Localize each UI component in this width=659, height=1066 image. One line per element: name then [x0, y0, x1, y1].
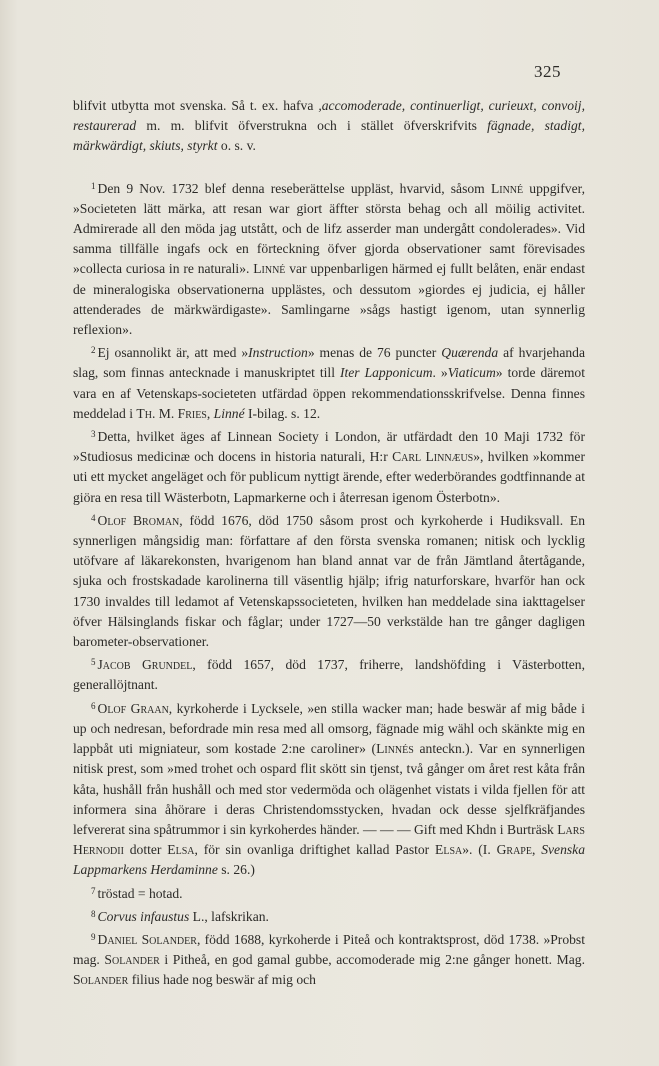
footnote-number: 9 — [91, 931, 96, 942]
footnote-4 — [73, 508, 585, 652]
italic-run: Iter Lapponicum — [339, 365, 433, 381]
person-name: Lars Hernodii — [73, 821, 585, 858]
person-name: Daniel Solander — [97, 931, 197, 947]
text-run: » menas de 76 puncter — [307, 345, 442, 361]
person-name: Linnés — [376, 741, 414, 757]
italic-run: Quærenda — [441, 345, 499, 361]
text-run: Detta, hvilket äges af Linnean Society i London, är utfärdadt den 10 Maji 1732 för »Studiosus medicinæ och docens in historia naturali, H:r — [73, 429, 585, 465]
footnote-number: 4 — [91, 512, 96, 523]
text-run: i Pitheå, en god gamal gubbe, accomoderade mig 2:ne gånger honett. Mag. — [159, 952, 585, 968]
footnote-5 — [73, 652, 585, 695]
text-run: blifvit utbytta mot svenska. Så t. ex. hafva — [73, 98, 319, 113]
main-paragraph — [73, 96, 585, 157]
footnote-3 — [73, 424, 585, 508]
person-name: Linné — [490, 180, 524, 196]
footnote-number: 2 — [91, 345, 96, 356]
text-run: , född 1657, död 1737, friherre, landshöfding i Västerbotten, generallöjtnant. — [73, 657, 585, 693]
italic-run: Viaticum — [447, 365, 496, 381]
text-run: Ej osannolikt är, att med » — [97, 345, 249, 361]
text-run: , — [531, 842, 542, 858]
footnote-number: 5 — [91, 657, 96, 668]
person-name: Jacob Grundel — [97, 657, 193, 673]
text-run: » torde däremot vara en af Vetenskaps-societeten utfärdad öppen rekommendationsskrifvelse. Denna finnes meddelad i — [73, 365, 586, 421]
text-run: , för sin ovanliga driftighet kallad Pastor — [194, 842, 436, 858]
text-run: ». (I. — [462, 842, 497, 858]
person-name: Elsa — [435, 842, 463, 858]
text-run: tröstad = hotad. — [97, 885, 183, 901]
text-run: . » — [432, 365, 448, 381]
footnote-1 — [73, 176, 585, 341]
text-run: uppgifver, »Societeten lätt märka, att resan war giort äffter största behag och all möilig activitet. Admirerade all den möda jag utstått, och de lifz asserder man undergått condolerades». Vid samma tillfälle ingafs ock en förteckning öfver gjorda observationer samt förevisades »collecta curiosa in re naturali». — [73, 180, 586, 277]
text-run: I-bilag. s. 12. — [244, 405, 321, 421]
text-run: m. m. blifvit öfverstrukna och i stället öfverskrifvits — [136, 118, 488, 134]
footnote-9 — [73, 927, 585, 991]
footnote-number: 7 — [91, 885, 96, 896]
text-run: filius hade nog beswär af mig och — [128, 972, 316, 988]
text-run: , född 1688, kyrkoherde i Piteå och kontraktsprost, död 1738. »Probst mag. — [73, 931, 585, 968]
footnote-2 — [73, 340, 585, 424]
text-run: var uppenbarligen härmed ej fullt belåten, enär endast de mineralogiska observationerna upplästes, och dessutom »giordes ej judicia, ej håller attenderades de märkwärdigaste». Samlingarne »sågs hastigt igenom, utan synnerlig reflexion». — [73, 261, 585, 338]
person-name: Elsa — [167, 842, 195, 858]
text-run: , — [206, 405, 214, 421]
person-name: Solander — [73, 972, 129, 988]
italic-run: Corvus infaustus — [97, 908, 190, 924]
text-run: », hvilken »kommer uti ett mycket angeläget och för publicum nyttigt ärende, efter wederbörandes godtfinnande at giöra en resa till Wästerbotn, Lapmarkerne och i återresan igenom Österbotn». — [73, 449, 585, 505]
footnote-6 — [73, 696, 585, 881]
person-name: Th. M. Fries — [136, 405, 207, 421]
footnote-7 — [73, 881, 585, 904]
footnote-number: 8 — [91, 908, 96, 919]
text-run: anteckn.). Var en synnerligen nitisk prest, som »med trohet och ospard flit skött sin tjenst, två gånger om året rest kåta från kåta, hushåll från hushåll och med stor vedermöda och olägenhet vistats i vilda fjellen för att informera sina åhörare i deras Christendomsstycken, hvadan ock desse sjelfkräfjandes lefvererat sina spåtrummor i sin kyrkoherdes händer. — — — Gift med Khdn i Burträsk — [73, 741, 586, 837]
page-number: 325 — [534, 62, 561, 81]
text-run: , född 1676, död 1750 såsom prost och kyrkoherde i Hudiksvall. En synnerligen mångsidig man: författare af den första svenska romanen; nitisk och lycklig utöfvare af läkarekonsten, hvarigenom han bland annat var de från Jämtland återtågande, sjuka och frostskadade karolinerna till väsentlig hjälp; ifrig naturforskare, hvarför han ock 1730 invaldes till ledamot af Vetenskapssocieteten, hvilken han meddelade sina iakttagelser öfver Hälsinglands fiskar och fåglar; under 1727—50 verkstälde han tre gånger dagligen barometer-observationer. — [73, 512, 586, 650]
text-run: s. 26.) — [217, 862, 255, 878]
footnote-number: 1 — [91, 180, 96, 191]
text-run: L., lafskrikan. — [189, 908, 269, 924]
person-name: Solander — [104, 952, 160, 968]
page-text — [73, 96, 585, 991]
italic-run: fägnade, stadigt, märkwärdigt, skiuts, styrkt — [73, 118, 585, 154]
footnote-number: 3 — [91, 429, 96, 440]
text-run: af hvarjehanda slag, som finnas antecknade i manuskriptet till — [73, 345, 586, 381]
footnote-8 — [73, 904, 585, 927]
person-name: Olof Graan — [97, 700, 169, 716]
text-run: Den 9 Nov. 1732 blef denna reseberättelse uppläst, hvarvid, såsom — [97, 180, 491, 196]
text-run: dotter — [123, 842, 168, 858]
person-name: Grape — [496, 842, 532, 858]
text-run: o. s. v. — [217, 138, 256, 154]
text-run: , kyrkoherde i Lycksele, »en stilla wacker man; hade beswär af mig både i up och nedresan, befordrade min resa med all omsorg, fägnade mig wähl och skänkte mig en lappbåt uti migniateur, som kostade 2:ne caroliner» ( — [73, 700, 585, 757]
italic-run: Svenska Lappmarkens Herdaminne — [73, 842, 585, 878]
italic-run: Instruction — [248, 345, 308, 361]
person-name: Carl Linnæus — [392, 449, 474, 465]
person-name: Linné — [253, 261, 286, 277]
footnote-number: 6 — [91, 700, 96, 711]
italic-run: ,accomoderade, continuerligt, curieuxt, convoij, restaurerad — [73, 98, 585, 134]
italic-run: Linné — [213, 405, 245, 421]
person-name: Olof Broman — [97, 512, 180, 528]
